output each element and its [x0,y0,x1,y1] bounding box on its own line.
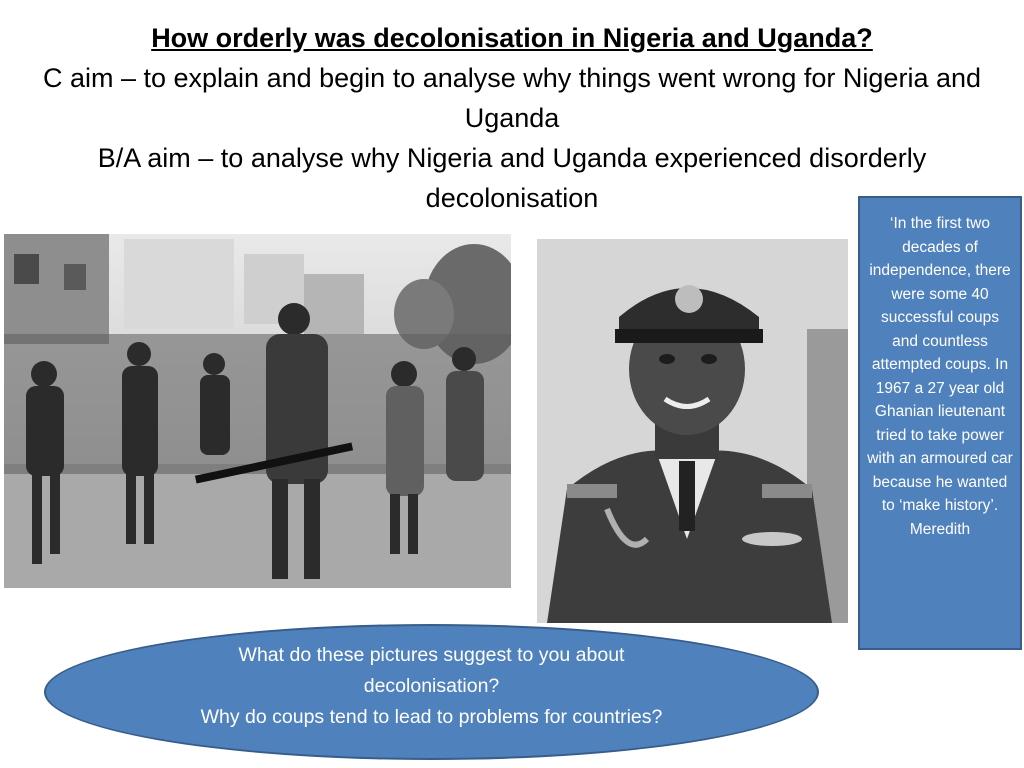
quote-source: Meredith [909,520,971,538]
question-pictures: What do these pictures suggest to you about decolonisation? [238,644,625,697]
military-officer-photo [537,239,848,623]
ba-aim-text: B/A aim – to analyse why Nigeria and Uganda experienced disorderly decolonisation [97,143,927,213]
slide-title: How orderly was decolonisation in Nigeria and Uganda? [151,23,873,53]
meredith-quote-box [858,196,1022,650]
soldiers-street-photo [4,234,511,588]
c-aim-text: C aim – to explain and begin to analyse why things went wrong for Nigeria and Uganda [42,63,982,133]
quote-text: ‘In the first two decades of independence, there were some 40 successful coups and countless attempted coups. In 1967 a 27 year old Ghanian lieutenant tried to take power with an armoured car because he wanted to ‘make history’. [867,215,1013,514]
slide-title-block [40,18,984,218]
question-coups: Why do coups tend to lead to problems for countries? [200,706,663,728]
discussion-questions-oval [44,624,819,760]
